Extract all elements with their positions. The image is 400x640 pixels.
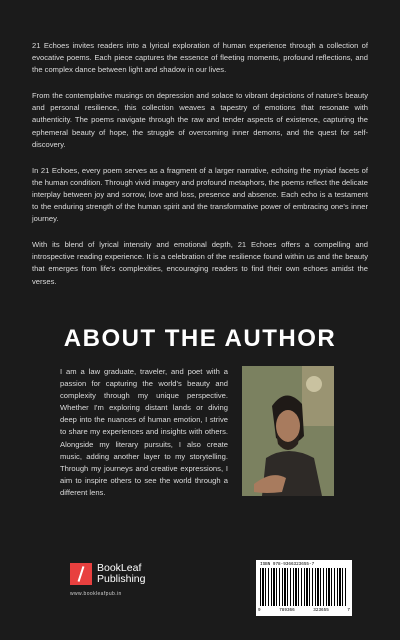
blurb-paragraph: From the contemplative musings on depression and solace to vibrant depictions of nature's beauty and personal resilience, this collection weaves a tapestry of emotions that resonate with authenticity. The poems navigate through the raw and tender aspects of existence, capturing the ephemeral beauty of hope, the struggle of overcoming inner demons, and the quest for self-discovery. xyxy=(32,91,368,149)
publisher-logo xyxy=(70,563,145,585)
about-author-heading: ABOUT THE AUTHOR xyxy=(63,325,337,352)
barcode-digits-group-1: 789366 xyxy=(279,608,295,613)
barcode-digits xyxy=(258,608,350,613)
bookleaf-logo-icon xyxy=(70,563,92,585)
barcode-bars xyxy=(260,568,348,606)
publisher-name-line2: Publishing xyxy=(97,573,146,585)
author-portrait-image xyxy=(242,366,334,496)
barcode-digit-left: 9 xyxy=(258,608,261,613)
barcode-digit-right: 7 xyxy=(347,608,350,613)
publisher-name-line1: BookLeaf xyxy=(97,562,142,574)
blurb-paragraph: 21 Echoes invites readers into a lyrical exploration of human experience through a collection of evocative poems. Each piece captures the essence of fleeting moments, profound reflections, and the complex dance between light and shadow in our lives. xyxy=(32,41,368,75)
publisher-name xyxy=(97,563,145,585)
author-bio: I am a law graduate, traveler, and poet with a passion for capturing the world's beauty and complexity through my unique perspective. Whether I'm exploring distant lands or diving deep into the nuances of human emotion, I strive to share my experiences and insights with others. Alongside my literary pursuits, I also create music, adding another layer to my storytelling. Through my journeys and creative expressions, I aim to inspire others to see the world through a different lens. xyxy=(60,367,228,497)
barcode-digits-group-2: 323655 xyxy=(313,608,329,613)
isbn-number: ISBN 978-9366323655-7 xyxy=(260,562,315,567)
author-photo xyxy=(242,366,334,496)
isbn-barcode xyxy=(256,560,352,616)
blurb-paragraph: With its blend of lyrical intensity and emotional depth, 21 Echoes offers a compelling and introspective reading experience. It is a celebration of the resilience found within us and the beauty that emerges from life's complexities, encouraging readers to find their own echoes amidst the verses. xyxy=(32,240,368,286)
publisher-url: www.bookleafpub.in xyxy=(70,591,122,597)
back-cover-blurb xyxy=(32,40,368,302)
blurb-paragraph: In 21 Echoes, every poem serves as a fragment of a larger narrative, echoing the myriad facets of the human condition. Through vivid imagery and profound metaphors, the poems reflect the delicate interplay between joy and sorrow, love and loss, presence and absence. Each echo is a testament to the enduring strength of the human spirit and the transformative power of embracing one's inner journey. xyxy=(32,165,368,224)
